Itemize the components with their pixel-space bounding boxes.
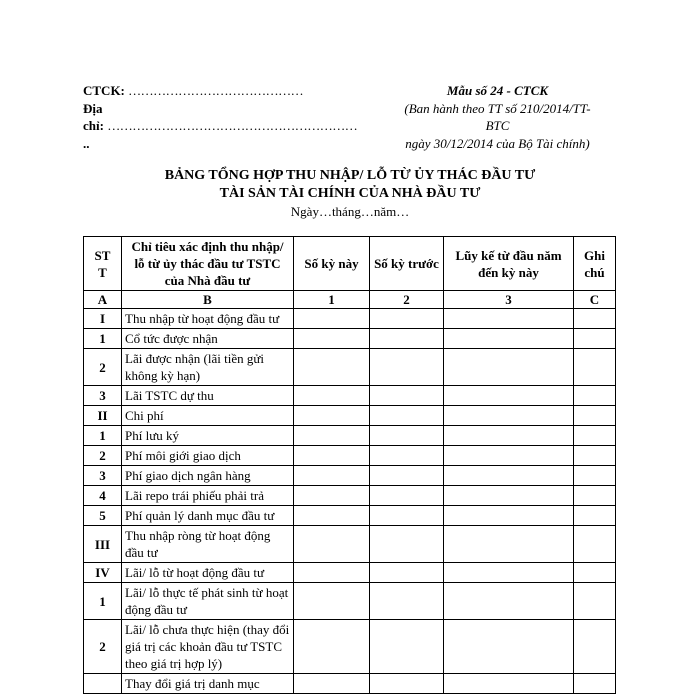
value-year-to-date[interactable]	[444, 466, 574, 486]
value-year-to-date[interactable]	[444, 349, 574, 386]
table-row	[84, 583, 616, 620]
row-notes[interactable]	[574, 349, 616, 386]
issued-line-3: ngày 30/12/2014 của Bộ Tài chính)	[405, 135, 590, 151]
document-title-line-1: BẢNG TỔNG HỢP THU NHẬP/ LỖ TỪ ỦY THÁC ĐẦU TƯ	[164, 168, 536, 183]
row-description: Lãi/ lỗ chưa thực hiện (thay đổi giá trị các khoản đầu tư TSTC theo giá trị hợp lý)	[122, 620, 294, 674]
value-previous-period[interactable]	[370, 506, 444, 526]
row-description: Thu nhập ròng từ hoạt động đầu tư	[122, 526, 294, 563]
value-previous-period[interactable]	[370, 563, 444, 583]
row-notes[interactable]	[574, 466, 616, 486]
value-year-to-date[interactable]	[444, 620, 574, 674]
row-description: Phí giao dịch ngân hàng	[122, 466, 294, 486]
row-description: Phí lưu ký	[122, 426, 294, 446]
value-previous-period[interactable]	[370, 620, 444, 674]
form-info	[375, 82, 620, 152]
value-year-to-date[interactable]	[444, 674, 574, 694]
income-table	[83, 236, 616, 694]
row-notes[interactable]	[574, 426, 616, 446]
row-description: Lãi TSTC dự thu	[122, 386, 294, 406]
value-year-to-date[interactable]	[444, 386, 574, 406]
value-this-period[interactable]	[294, 466, 370, 486]
document-title-line-2: TÀI SẢN TÀI CHÍNH CỦA NHÀ ĐẦU TƯ	[219, 186, 481, 201]
row-notes[interactable]	[574, 620, 616, 674]
value-this-period[interactable]	[294, 446, 370, 466]
value-year-to-date[interactable]	[444, 329, 574, 349]
table-row	[84, 446, 616, 466]
row-notes[interactable]	[574, 329, 616, 349]
code-cell: B	[122, 291, 294, 309]
row-stt: 4	[84, 486, 122, 506]
value-this-period[interactable]	[294, 406, 370, 426]
value-this-period[interactable]	[294, 506, 370, 526]
code-cell: C	[574, 291, 616, 309]
value-previous-period[interactable]	[370, 583, 444, 620]
ctck-line	[83, 82, 373, 100]
value-this-period[interactable]	[294, 486, 370, 506]
value-previous-period[interactable]	[370, 406, 444, 426]
row-notes[interactable]	[574, 563, 616, 583]
value-previous-period[interactable]	[370, 674, 444, 694]
ctck-dots: ……………………………………	[128, 83, 304, 98]
code-cell: 1	[294, 291, 370, 309]
table-row	[84, 563, 616, 583]
value-year-to-date[interactable]	[444, 486, 574, 506]
header-this-period: Số kỳ này	[294, 237, 370, 291]
header-year-to-date: Lũy kế từ đầu năm đến kỳ này	[444, 237, 574, 291]
value-previous-period[interactable]	[370, 446, 444, 466]
header-criteria: Chỉ tiêu xác định thu nhập/ lỗ từ ủy thác đầu tư TSTC của Nhà đầu tư	[122, 237, 294, 291]
row-stt: 2	[84, 446, 122, 466]
row-stt: 2	[84, 349, 122, 386]
form-number: Mẫu số 24 - CTCK	[446, 83, 549, 98]
table-row	[84, 406, 616, 426]
row-notes[interactable]	[574, 446, 616, 466]
row-stt: 5	[84, 506, 122, 526]
row-stt: 1	[84, 583, 122, 620]
value-this-period[interactable]	[294, 526, 370, 563]
row-stt: II	[84, 406, 122, 426]
row-notes[interactable]	[574, 486, 616, 506]
row-stt: IV	[84, 563, 122, 583]
row-stt: III	[84, 526, 122, 563]
table-code-row	[84, 291, 616, 309]
value-this-period[interactable]	[294, 620, 370, 674]
table-row	[84, 620, 616, 674]
row-description: Lãi/ lỗ thực tế phát sinh từ hoạt động đầu tư	[122, 583, 294, 620]
row-stt: 2	[84, 620, 122, 674]
row-stt: 1	[84, 329, 122, 349]
address-label-line	[83, 100, 373, 118]
row-description: Phí môi giới giao dịch	[122, 446, 294, 466]
value-previous-period[interactable]	[370, 309, 444, 329]
value-this-period[interactable]	[294, 583, 370, 620]
row-description: Lãi được nhận (lãi tiền gửi không kỳ hạn)	[122, 349, 294, 386]
code-cell: 2	[370, 291, 444, 309]
value-year-to-date[interactable]	[444, 309, 574, 329]
value-year-to-date[interactable]	[444, 563, 574, 583]
table-header-row	[84, 237, 616, 291]
value-year-to-date[interactable]	[444, 446, 574, 466]
value-year-to-date[interactable]	[444, 526, 574, 563]
row-description: Phí quản lý danh mục đầu tư	[122, 506, 294, 526]
table-row	[84, 349, 616, 386]
address-tail: ..	[83, 135, 90, 151]
row-description: Chi phí	[122, 406, 294, 426]
value-previous-period[interactable]	[370, 386, 444, 406]
row-notes[interactable]	[574, 406, 616, 426]
code-cell: A	[84, 291, 122, 309]
code-cell: 3	[444, 291, 574, 309]
table-row	[84, 674, 616, 694]
row-stt: 1	[84, 426, 122, 446]
row-description: Lãi repo trái phiếu phải trả	[122, 486, 294, 506]
row-stt: I	[84, 309, 122, 329]
address-dots: ……………………………………………………	[107, 118, 358, 133]
row-stt: 3	[84, 386, 122, 406]
row-description: Lãi/ lỗ từ hoạt động đầu tư	[122, 563, 294, 583]
row-description: Thay đổi giá trị danh mục	[122, 674, 294, 694]
value-year-to-date[interactable]	[444, 426, 574, 446]
value-this-period[interactable]	[294, 309, 370, 329]
value-year-to-date[interactable]	[444, 406, 574, 426]
value-this-period[interactable]	[294, 426, 370, 446]
address-label-2: chỉ:	[83, 118, 104, 133]
value-previous-period[interactable]	[370, 466, 444, 486]
table-row	[84, 426, 616, 446]
header-stt: ST T	[84, 237, 122, 291]
company-info	[83, 82, 373, 152]
issued-line-2: BTC	[485, 118, 510, 133]
table-row	[84, 466, 616, 486]
header-notes: Ghi chú	[574, 237, 616, 291]
value-this-period[interactable]	[294, 563, 370, 583]
value-this-period[interactable]	[294, 329, 370, 349]
header-previous-period: Số kỳ trước	[370, 237, 444, 291]
value-previous-period[interactable]	[370, 426, 444, 446]
value-previous-period[interactable]	[370, 349, 444, 386]
table-row	[84, 506, 616, 526]
address-line	[83, 117, 373, 135]
ctck-label: CTCK:	[83, 83, 125, 98]
row-notes[interactable]	[574, 309, 616, 329]
row-notes[interactable]	[574, 506, 616, 526]
table-row	[84, 329, 616, 349]
table-row	[84, 526, 616, 563]
address-label-1: Địa	[83, 100, 103, 116]
table-row	[84, 486, 616, 506]
row-notes[interactable]	[574, 386, 616, 406]
value-this-period[interactable]	[294, 386, 370, 406]
value-this-period[interactable]	[294, 674, 370, 694]
row-description: Cổ tức được nhận	[122, 329, 294, 349]
table-row	[84, 309, 616, 329]
value-previous-period[interactable]	[370, 329, 444, 349]
row-notes[interactable]	[574, 583, 616, 620]
value-previous-period[interactable]	[370, 486, 444, 506]
row-notes[interactable]	[574, 526, 616, 563]
row-stt	[84, 674, 122, 694]
value-previous-period[interactable]	[370, 526, 444, 563]
value-year-to-date[interactable]	[444, 506, 574, 526]
value-this-period[interactable]	[294, 349, 370, 386]
table-row	[84, 386, 616, 406]
row-description: Thu nhập từ hoạt động đầu tư	[122, 309, 294, 329]
document-date: Ngày…tháng…năm…	[290, 204, 410, 219]
issued-line-1: (Ban hành theo TT số 210/2014/TT-	[404, 100, 591, 116]
value-year-to-date[interactable]	[444, 583, 574, 620]
row-stt: 3	[84, 466, 122, 486]
row-notes[interactable]	[574, 674, 616, 694]
